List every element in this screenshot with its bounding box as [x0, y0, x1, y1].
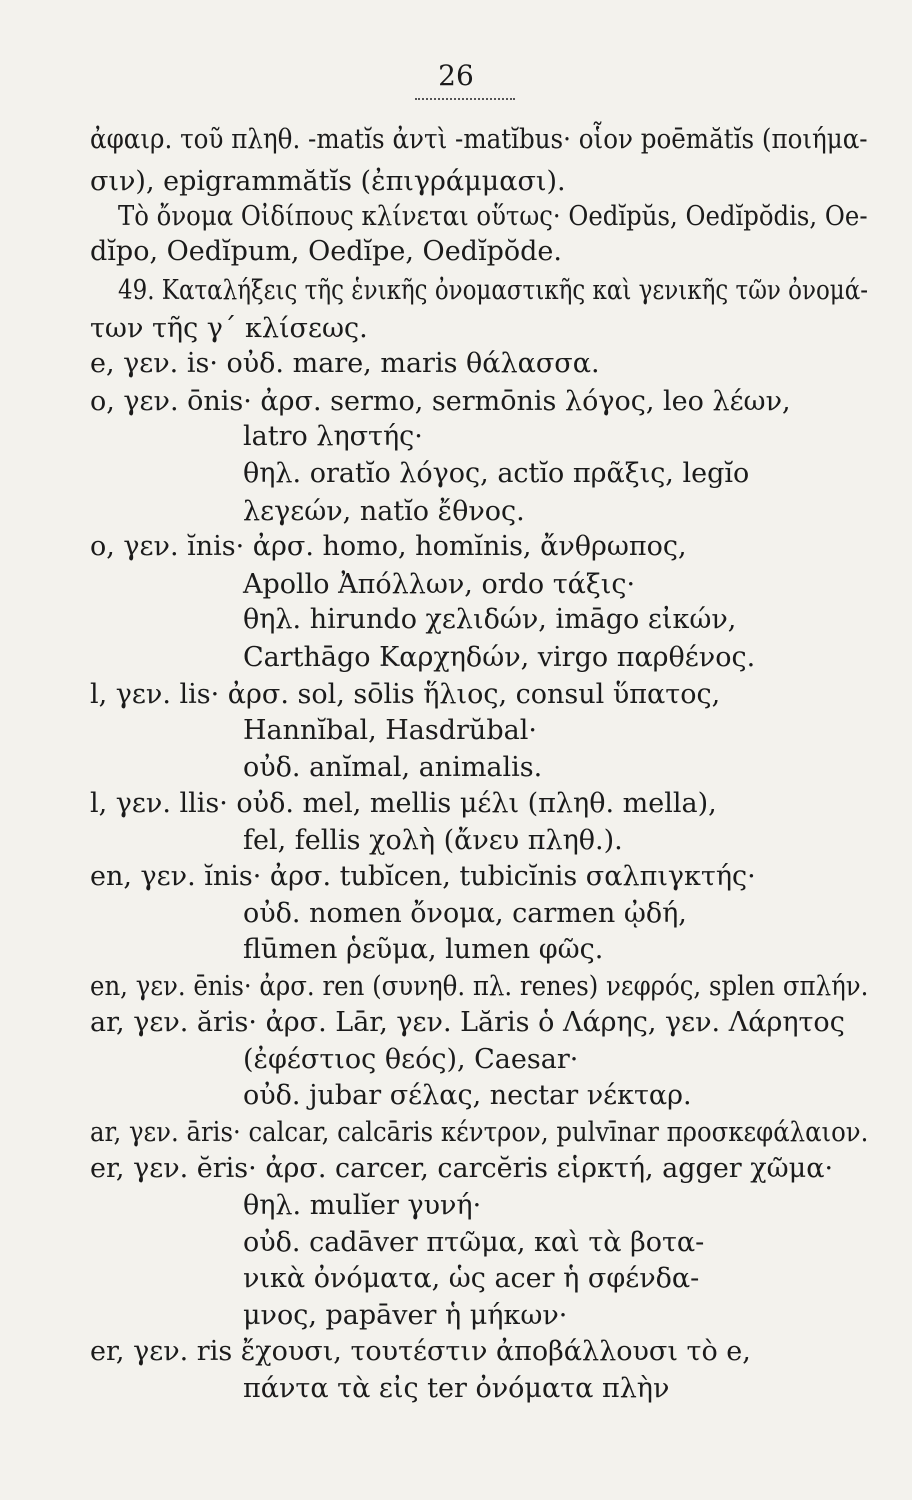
text-line: θηλ. mulĭer γυνή·: [243, 1190, 482, 1221]
text-line: en, γεν. ēnis· ἀρσ. ren (συνηθ. πλ. renes) νεφρός, splen σπλήν.: [90, 971, 869, 1002]
text-line: 49. Καταλήξεις τῆς ἑνικῆς ὀνομαστικῆς καὶ γενικῆς τῶν ὀνομά-: [118, 275, 868, 306]
text-line: νικὰ ὀνόματα, ὡς acer ἡ σφένδα-: [243, 1263, 700, 1294]
text-line: dĭpo, Oedĭpum, Oedĭpe, Oedĭpŏde.: [90, 236, 562, 267]
text-line: er, γεν. ĕris· ἀρσ. carcer, carcĕris εἱρκτή, agger χῶμα·: [90, 1153, 834, 1184]
text-line: Apollo Ἀπόλλων, ordo τάξις·: [243, 569, 636, 600]
text-line: σιν), epigrammătĭs (ἐπιγράμμασι).: [90, 166, 566, 197]
text-line: ἀφαιρ. τοῦ πληθ. -matĭs ἀντὶ -matĭbus· οἷον poēmătĭs (ποιήμα-: [90, 124, 868, 155]
text-line: fel, fellis χολὴ (ἄνευ πληθ.).: [243, 825, 623, 856]
text-line: Τὸ ὄνομα Οἰδίπους κλίνεται οὕτως· Oedĭpŭs, Oedĭpŏdis, Oe-: [118, 201, 868, 232]
text-line: οὐδ. anĭmal, animalis.: [243, 752, 543, 783]
text-line: Carthāgo Καρχηδών, virgo παρθένος.: [243, 642, 756, 673]
text-line: λεγεών, natĭo ἔθνος.: [243, 496, 525, 527]
text-line: των τῆς γ΄ κλίσεως.: [90, 313, 368, 344]
text-line: θηλ. oratĭo λόγος, actĭo πρᾶξις, legĭo: [243, 458, 750, 489]
text-line: latro ληστής·: [243, 421, 423, 452]
text-line: (ἐφέστιος θεός), Caesar·: [243, 1044, 579, 1075]
text-line: e, γεν. is· οὐδ. mare, maris θάλασσα.: [90, 348, 600, 379]
text-line: flūmen ῥεῦμα, lumen φῶς.: [243, 934, 604, 965]
text-line: μνος, papāver ἡ μήκων·: [243, 1300, 568, 1331]
text-line: er, γεν. ris ἔχουσι, τουτέστιν ἀποβάλλουσι τὸ e,: [90, 1336, 751, 1367]
text-line: οὐδ. cadāver πτῶμα, καὶ τὰ βοτα-: [243, 1227, 705, 1258]
text-line: o, γεν. ōnis· ἀρσ. sermo, sermōnis λόγος, leo λέων,: [90, 386, 791, 417]
text-line: l, γεν. lis· ἀρσ. sol, sōlis ἥλιος, consul ὕπατος,: [90, 679, 721, 710]
text-line: θηλ. hirundo χελιδών, imāgo εἰκών,: [243, 604, 737, 635]
text-line: o, γεν. ĭnis· ἀρσ. homo, homĭnis, ἄνθρωπος,: [90, 531, 687, 562]
text-line: πάντα τὰ εἰς ter ὀνόματα πλὴν: [243, 1373, 670, 1404]
text-line: ar, γεν. āris· calcar, calcāris κέντρον, pulvīnar προσκεφάλαιον.: [90, 1117, 869, 1148]
page-number-rule: [415, 98, 515, 100]
text-line: οὐδ. jubar σέλας, nectar νέκταρ.: [243, 1080, 692, 1111]
text-line: Hannĭbal, Hasdrŭbal·: [243, 715, 537, 746]
text-line: ar, γεν. ăris· ἀρσ. Lār, γεν. Lăris ὁ Λάρης, γεν. Λάρητος: [90, 1007, 845, 1038]
text-line: οὐδ. nomen ὄνομα, carmen ᾠδή,: [243, 898, 687, 929]
text-line: l, γεν. llis· οὐδ. mel, mellis μέλι (πληθ. mella),: [90, 788, 717, 819]
page-number: 26: [438, 59, 474, 92]
text-line: en, γεν. ĭnis· ἀρσ. tubĭcen, tubicĭnis σαλπιγκτής·: [90, 861, 756, 892]
